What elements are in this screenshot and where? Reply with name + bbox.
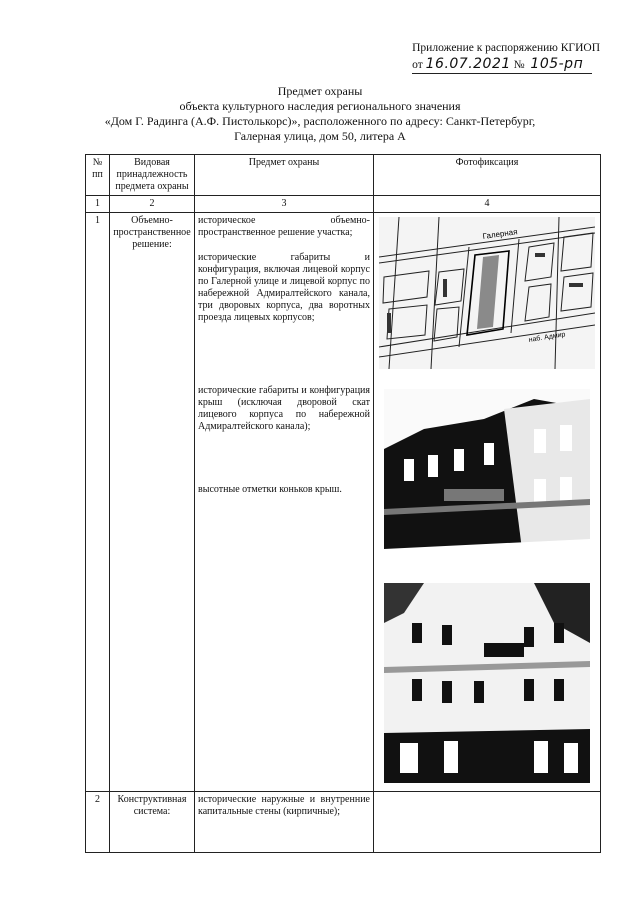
- map-label-street: Галерная: [482, 227, 519, 241]
- site-plan-map: [379, 217, 595, 369]
- map-label-embankment: наб. Адмир: [528, 331, 566, 344]
- col-number: 1: [86, 196, 110, 213]
- title-line-4: Галерная улица, дом 50, литера А: [234, 129, 406, 143]
- table-header-row: [86, 155, 601, 196]
- annex-num-label: №: [513, 59, 525, 71]
- annex-number: 105-рп: [530, 56, 584, 72]
- annex-header: [412, 40, 600, 74]
- title-line-1: Предмет охраны: [277, 84, 363, 98]
- title-line-3: «Дом Г. Радинга (А.Ф. Пистолькорс)», расположенного по адресу: Санкт-Петербург,: [104, 114, 536, 128]
- annex-title: Приложение к распоряжению КГИОП: [412, 42, 600, 54]
- row-photos: [374, 792, 601, 853]
- subject-item: высотные отметки коньков крыш.: [198, 484, 342, 495]
- row-subjects: [195, 792, 374, 853]
- row-num: 2: [86, 792, 110, 853]
- col-number: 2: [110, 196, 195, 213]
- row-photos: [374, 213, 601, 792]
- protection-table: [85, 154, 601, 853]
- title-line-2: объекта культурного наследия регионального значения: [179, 99, 461, 113]
- document-title: [80, 84, 560, 144]
- subject-item: историческое объемно-пространственное решение участка;: [198, 215, 370, 238]
- row-subjects: [195, 213, 374, 792]
- annex-date-line: [412, 56, 592, 74]
- annex-prefix: от: [412, 59, 423, 71]
- annex-date: 16.07.2021: [425, 56, 511, 72]
- col-number: 3: [195, 196, 374, 213]
- col-number: 4: [374, 196, 601, 213]
- header-type: Видовая принадлежность предмета охраны: [110, 155, 195, 196]
- header-subject: Предмет охраны: [195, 155, 374, 196]
- subject-item: исторические наружные и внутренние капитальные стены (кирпичные);: [198, 794, 370, 817]
- facade-photo-2: [384, 583, 590, 783]
- header-photo: Фотофиксация: [374, 155, 601, 196]
- facade-photo-1: [384, 389, 590, 565]
- column-number-row: [86, 196, 601, 213]
- row-type: Конструктивная система:: [110, 792, 195, 853]
- subject-item: исторические габариты и конфигурация, включая лицевой корпус по Галерной улице и лицевой корпус по набережной Адмиралтейского канала, три дворовых корпуса, два воротных проезда лицевых корпусов;: [198, 252, 370, 323]
- table-row: [86, 213, 601, 792]
- subject-item: исторические габариты и конфигурация крыш (исключая дворовой скат лицевого корпуса по набережной Адмиралтейского канала);: [198, 385, 370, 432]
- row-type: Объемно-пространственное решение:: [110, 213, 195, 792]
- table-row: [86, 792, 601, 853]
- row-num: 1: [86, 213, 110, 792]
- header-num: № пп: [86, 155, 110, 196]
